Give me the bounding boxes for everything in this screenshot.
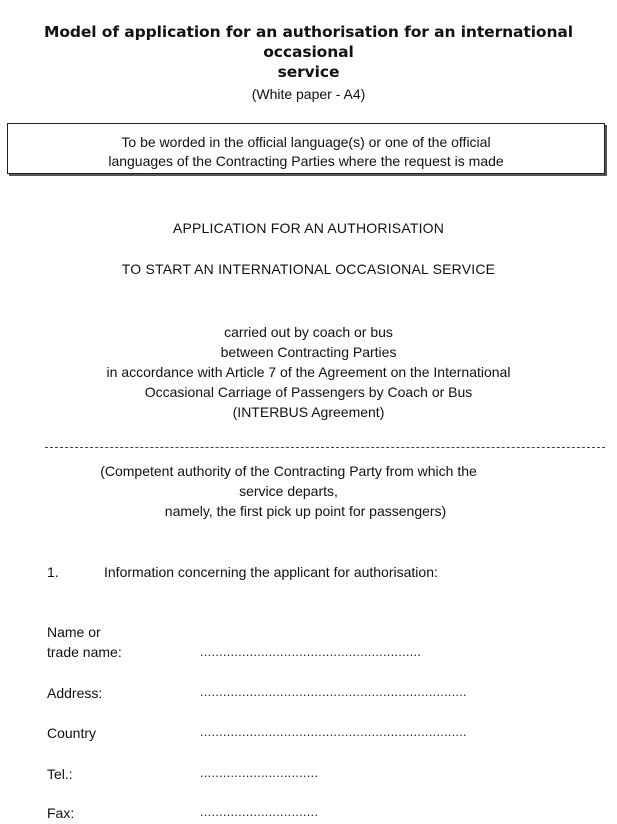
- notice-text: [7, 133, 605, 171]
- form-title-line1: Model of application for an authorisation for an international occasional: [44, 23, 573, 61]
- description-line1: carried out by coach or bus: [224, 324, 393, 340]
- tel-label: Tel.:: [47, 766, 73, 782]
- notice-line1: To be worded in the official language(s) or one of the official: [121, 134, 491, 150]
- country-label: Country: [47, 725, 97, 741]
- name-field[interactable]: ..........................................................: [200, 644, 422, 659]
- authority-line1: (Competent authority of the Contracting Party from which the: [100, 463, 477, 479]
- authority-line2: service departs,: [239, 483, 338, 499]
- name-label-line2: trade name:: [47, 644, 122, 660]
- fax-label: Fax:: [47, 805, 75, 821]
- name-label-line1: Name or: [47, 624, 101, 640]
- competent-authority-note: [0, 461, 617, 521]
- authority-line3: namely, the first pick up point for passengers): [164, 503, 447, 519]
- notice-line2: languages of the Contracting Parties where the request is made: [108, 153, 504, 169]
- application-heading: APPLICATION FOR AN AUTHORISATION: [172, 220, 445, 236]
- dashed-divider: [45, 447, 605, 448]
- address-label: Address:: [47, 685, 103, 701]
- description-line2: between Contracting Parties: [220, 344, 397, 360]
- address-field[interactable]: ......................................................................: [200, 684, 467, 699]
- name-label: [47, 622, 122, 662]
- country-field[interactable]: ......................................................................: [200, 724, 467, 739]
- tel-field[interactable]: ...............................: [200, 765, 319, 780]
- paper-note: (White paper - A4): [251, 86, 366, 102]
- section-title: Information concerning the applicant for authorisation:: [104, 564, 438, 580]
- description-line5: (INTERBUS Agreement): [232, 404, 385, 420]
- form-title-line2: service: [277, 63, 340, 81]
- description-line4: Occasional Carriage of Passengers by Coach or Bus: [144, 384, 473, 400]
- service-heading: TO START AN INTERNATIONAL OCCASIONAL SERVICE: [121, 261, 496, 277]
- section-number: 1.: [47, 564, 59, 580]
- fax-field[interactable]: ...............................: [200, 804, 319, 819]
- service-description: [0, 322, 617, 422]
- form-title: [0, 22, 617, 82]
- description-line3: in accordance with Article 7 of the Agreement on the International: [106, 364, 511, 380]
